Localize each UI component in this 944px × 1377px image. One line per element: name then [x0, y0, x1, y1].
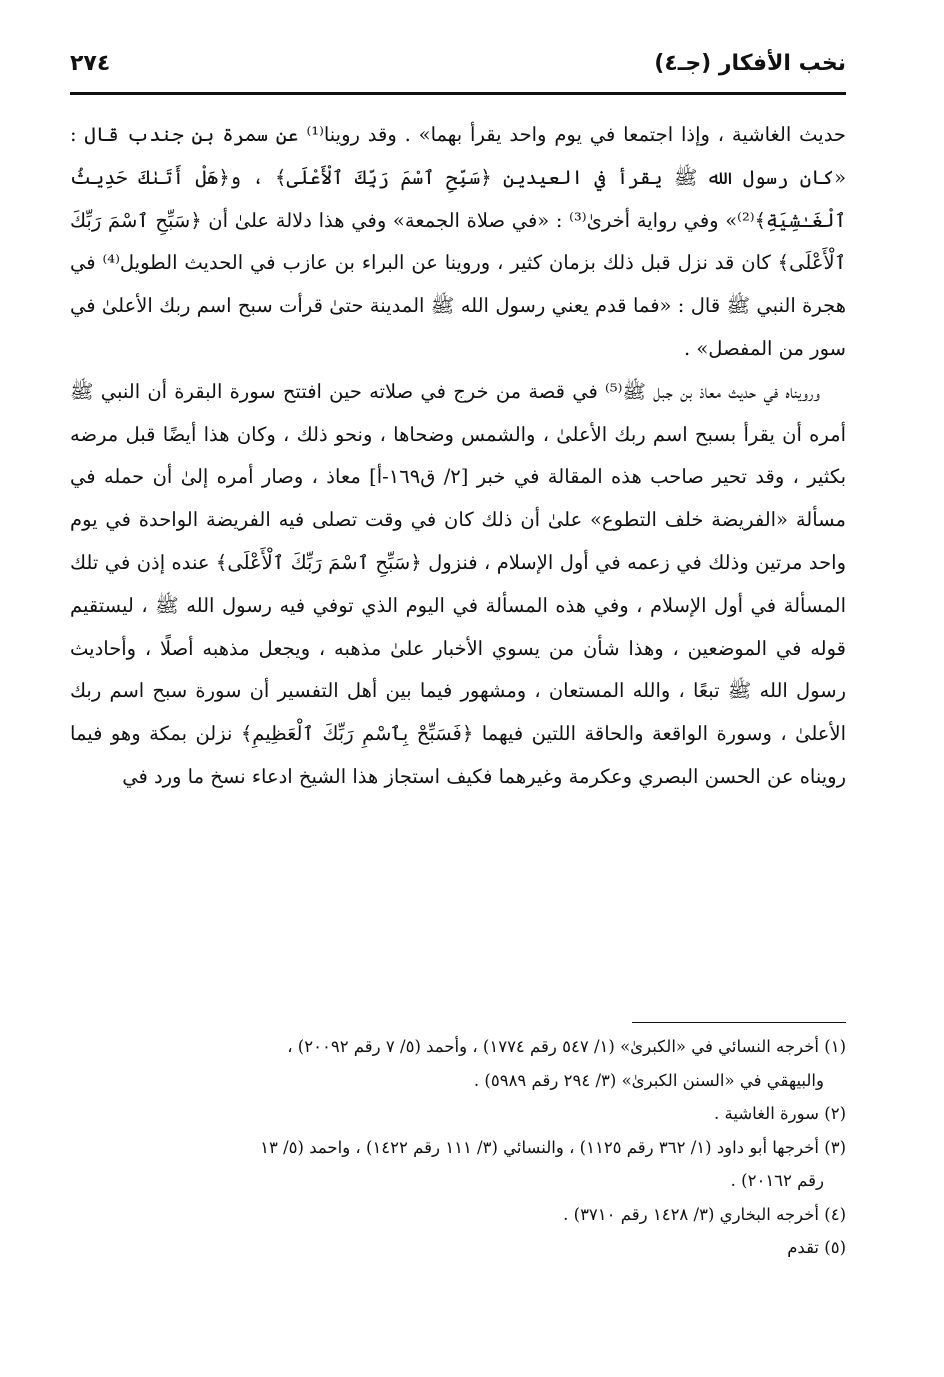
footnotes [70, 1030, 846, 1265]
book-title: نخب الأفكار (جـ٤) [654, 50, 846, 76]
paragraph-2: ورويناه في حديث معاذ بن جبل ﷺ⁽⁵⁾ في قصة من خرج في صلاته حين افتتح سورة البقرة أن النبي ﷺ أمره أن يقرأ بسبح اسم ربك الأعلىٰ ، والشمس وضحاها ، ونحو ذلك ، وكان هذا أيضًا قبل مرضه بكثير ، وقد تحير صاحب هذه المقالة في خبر [٢/ ق١٦٩-أ] معاذ ، وصار أمره إلىٰ أن حمله في مسألة «الفريضة خلف التطوع» علىٰ أن ذلك كان في وقت تصلى فيه الفريضة الواحدة في يوم واحد مرتين وذلك في زعمه في أول الإسلام ، فنزول ﴿سَبِّحِ ٱسْمَ رَبِّكَ ٱلْأَعْلَى﴾ عنده إذن في تلك المسألة في أول الإسلام ، وفي هذه المسألة في اليوم الذي توفي فيه رسول الله ﷺ ، ليستقيم قوله في الموضعين ، وهذا شأن من يسوي الأخبار علىٰ مذهبه ، ويجعل مذهبه أصلًا ، وأحاديث رسول الله ﷺ تبعًا ، والله المستعان ، ومشهور فيما بين أهل التفسير أن سورة سبح اسم ربك الأعلىٰ ، وسورة الواقعة والحاقة اللتين فيهما ﴿فَسَبِّحْ بِٱسْمِ رَبِّكَ ٱلْعَظِيمِ﴾ نزلن بمكة وهو فيما رويناه عن الحسن البصري وعكرمة وغيرهما فكيف استجاز هذا الشيخ ادعاء نسخ ما ورد في [70, 379, 847, 788]
footnote-4: (٤) أخرجه البخاري (٣/ ١٤٢٨ رقم ٣٧١٠) . [563, 1204, 846, 1224]
footnote-separator [632, 1022, 846, 1023]
body-text [70, 114, 846, 799]
page-number: ٢٧٤ [70, 50, 111, 76]
footnote-1-continuation: والبيهقي في «السنن الكبرىٰ» (٣/ ٢٩٤ رقم ٥٩٨٩) . [473, 1070, 824, 1090]
footnote-3: (٣) أخرجها أبو داود (١/ ٣٦٢ رقم ١١٢٥) ، والنسائي (٣/ ١١١ رقم ١٤٢٢) ، واحمد (٥/ ١٣ [260, 1137, 846, 1157]
paragraph-1: حديث الغاشية ، وإذا اجتمعا في يوم واحد يقرأ بهما» . وقد روينا⁽¹⁾ عن سمرة بن جندب قال : «كان رسول الله ﷺ يقرأ في العيدين ﴿سَبِّحِ ٱسْمَ رَبِّكَ ٱلْأَعْلَى﴾ ، و﴿هَلْ أَتَىٰكَ حَدِيثُ ٱلْغَـٰشِيَةِ﴾⁽²⁾» وفي رواية أخرىٰ⁽³⁾ : «في صلاة الجمعة» وفي هذا دلالة علىٰ أن ﴿سَبِّحِ ٱسْمَ رَبِّكَ ٱلْأَعْلَى﴾ كان قد نزل قبل ذلك بزمان كثير ، وروينا عن البراء بن عازب في الحديث الطويل⁽⁴⁾ في هجرة النبي ﷺ قال : «فما قدم يعني رسول الله ﷺ المدينة حتىٰ قرأت سبح اسم ربك الأعلىٰ في سور من المفصل» . [70, 123, 846, 360]
footnote-5: (٥) تقدم [787, 1238, 846, 1257]
footnote-3-continuation: رقم ٢٠١٦٢) . [730, 1171, 824, 1190]
footnote-2: (٢) سورة الغاشية . [714, 1104, 846, 1123]
page-header [70, 38, 846, 88]
footnote-1: (١) أخرجه النسائي في «الكبرىٰ» (١/ ٥٤٧ رقم ١٧٧٤) ، وأحمد (٥/ ٧ رقم ٢٠٠٩٢) ، [287, 1037, 846, 1056]
header-rule [70, 92, 846, 95]
